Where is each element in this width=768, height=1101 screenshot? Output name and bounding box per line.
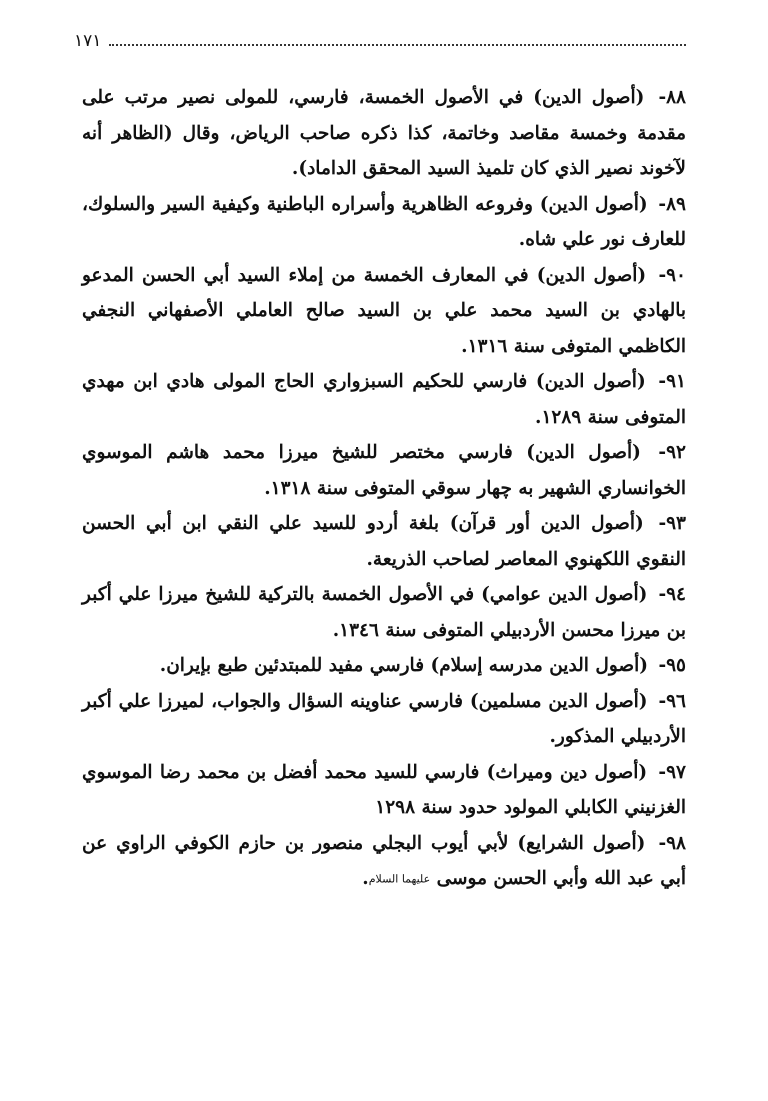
entry-98 bbox=[82, 826, 686, 897]
entry-text: (أصول الدين مسلمين) فارسي عناوينه السؤال والجواب، لميرزا علي أكبر الأردبيلي المذكور. bbox=[82, 690, 686, 747]
entry-number: ٩٧- bbox=[658, 761, 686, 783]
entry-number: ٩٢- bbox=[658, 442, 686, 463]
entry-number: ٩٨- bbox=[658, 832, 686, 854]
entry-89 bbox=[82, 187, 686, 258]
entry-number: ٨٨- bbox=[658, 87, 686, 108]
entry-number: ٩٥- bbox=[658, 655, 686, 676]
entry-text: (أصول الدين) فارسي مختصر للشيخ ميرزا محمد هاشم الموسوي الخوانساري الشهير به چهار سوقي المتوفى سنة ١٣١٨. bbox=[82, 442, 686, 499]
entry-number: ٩٤- bbox=[658, 584, 686, 605]
entry-text: (أصول الدين عوامي) في الأصول الخمسة بالتركية للشيخ ميرزا علي أكبر بن ميرزا محسن الأردبيلي المتوفى سنة ١٣٤٦. bbox=[82, 584, 686, 641]
entry-end-punctuation: . bbox=[362, 868, 369, 889]
entry-text: (أصول دين وميراث) فارسي للسيد محمد أفضل بن محمد رضا الموسوي الغزنيني الكابلي المولود حدود سنة ١٢٩٨ bbox=[82, 761, 686, 818]
entry-number: ٩٦- bbox=[658, 690, 686, 712]
entry-88 bbox=[82, 80, 686, 187]
entry-number: ٩١- bbox=[658, 371, 686, 392]
honorific-ligature: عليهما السلام bbox=[368, 872, 431, 886]
entry-number: ٩٣- bbox=[658, 513, 686, 534]
page-number: ١٧١ bbox=[74, 31, 102, 51]
entry-95 bbox=[82, 648, 686, 684]
entry-97 bbox=[82, 755, 686, 826]
dotted-leader bbox=[109, 44, 686, 46]
entry-text: (أصول الدين) في المعارف الخمسة من إملاء السيد أبي الحسن المدعو بالهادي بن السيد محمد علي بن السيد صالح العاملي الأصفهاني النجفي الكاظمي المتوفى سنة ١٣١٦. bbox=[82, 264, 686, 357]
entry-text: (أصول الدين أور قرآن) بلغة أردو للسيد علي النقي ابن أبي الحسن النقوي اللكهنوي المعاصر لصاحب الذريعة. bbox=[82, 513, 686, 570]
entry-text: (أصول الدين مدرسه إسلام) فارسي مفيد للمبتدئين طبع بإيران. bbox=[159, 655, 648, 676]
entry-text: (أصول الدين) في الأصول الخمسة، فارسي، للمولى نصير مرتب على مقدمة وخمسة مقاصد وخاتمة، كذا ذكره صاحب الرياض، وقال (الظاهر أنه لآخوند نصير الذي كان تلميذ السيد المحقق الداماد). bbox=[82, 87, 686, 179]
entry-number: ٩٠- bbox=[658, 264, 686, 286]
entry-90 bbox=[82, 258, 686, 365]
entry-92 bbox=[82, 435, 686, 506]
entry-text: (أصول الشرايع) لأبي أيوب البجلي منصور بن حازم الكوفي الراوي عن أبي عبد الله وأبي الحسن موسى bbox=[82, 832, 686, 889]
entry-93 bbox=[82, 506, 686, 577]
entry-text: (أصول الدين) وفروعه الظاهرية وأسراره الباطنية وكيفية السير والسلوك، للعارف نور علي شاه. bbox=[82, 193, 686, 250]
entry-94 bbox=[82, 577, 686, 648]
entry-number: ٨٩- bbox=[658, 193, 686, 215]
entry-text: (أصول الدين) فارسي للحكيم السبزواري الحاج المولى هادي ابن مهدي المتوفى سنة ١٢٨٩. bbox=[82, 371, 686, 428]
entry-list bbox=[82, 80, 686, 897]
entry-91 bbox=[82, 364, 686, 435]
running-header bbox=[74, 28, 686, 54]
entry-96 bbox=[82, 684, 686, 755]
